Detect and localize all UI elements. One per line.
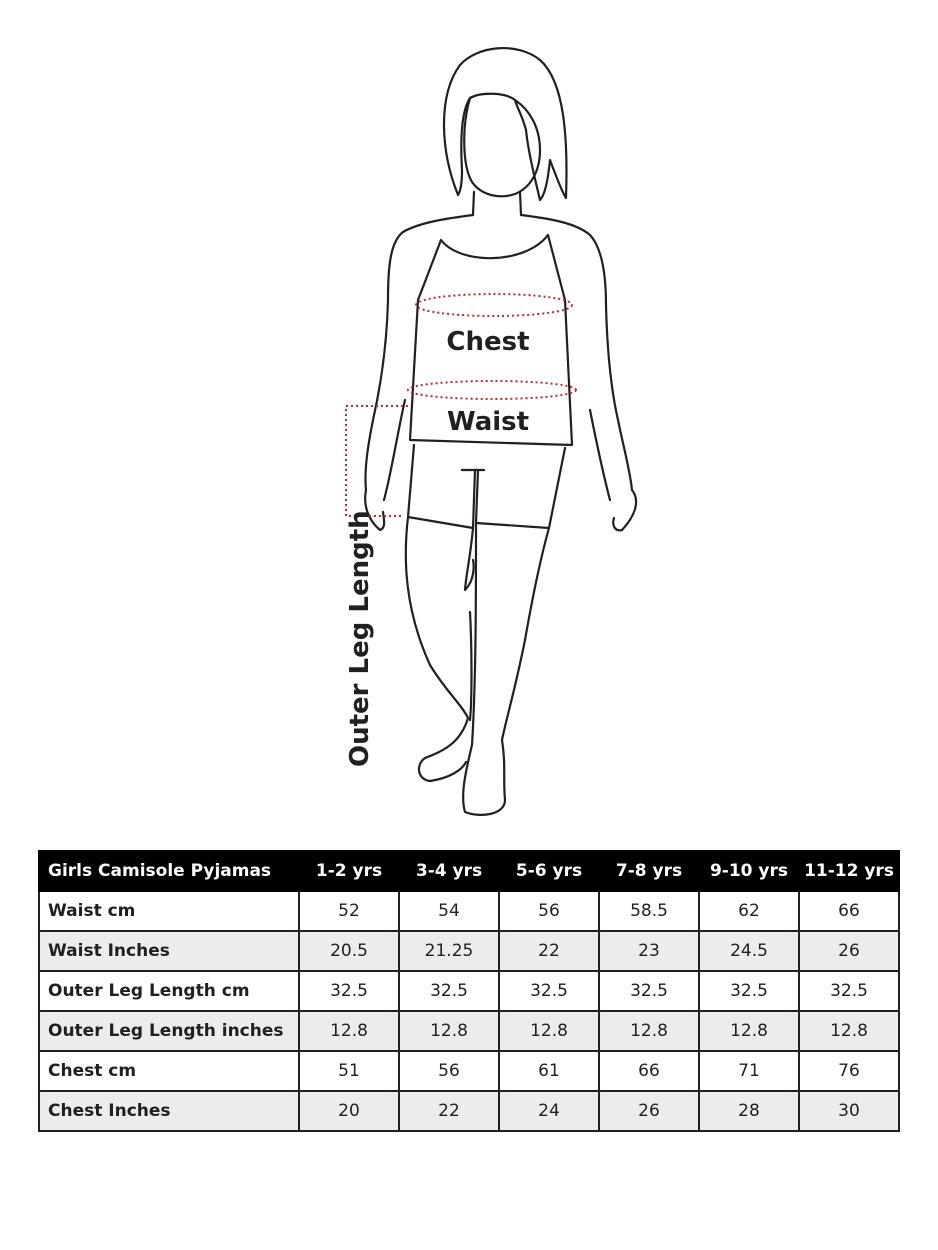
table-cell: 26 <box>799 931 899 971</box>
size-header: 5-6 yrs <box>499 851 599 891</box>
waist-label: Waist <box>446 407 530 437</box>
row-label: Chest Inches <box>39 1091 299 1131</box>
table-title: Girls Camisole Pyjamas <box>39 851 299 891</box>
table-row <box>39 931 899 971</box>
table-cell: 23 <box>599 931 699 971</box>
size-header: 3-4 yrs <box>399 851 499 891</box>
left-leg-outline <box>406 517 468 781</box>
table-cell: 12.8 <box>599 1011 699 1051</box>
size-header: 11-12 yrs <box>799 851 899 891</box>
table-row <box>39 1091 899 1131</box>
table-cell: 51 <box>299 1051 399 1091</box>
table-cell: 61 <box>499 1051 599 1091</box>
right-inner-leg-outline <box>470 612 472 720</box>
hair-outline <box>444 48 567 200</box>
left-inner-leg-outline <box>465 528 474 590</box>
table-cell: 26 <box>599 1091 699 1131</box>
outer-leg-measure-line <box>346 406 408 516</box>
table-cell: 32.5 <box>699 971 799 1011</box>
table-cell: 56 <box>499 891 599 931</box>
table-cell: 12.8 <box>499 1011 599 1051</box>
left-arm-outline <box>365 215 473 530</box>
row-label: Waist cm <box>39 891 299 931</box>
table-cell: 28 <box>699 1091 799 1131</box>
table-cell: 24 <box>499 1091 599 1131</box>
row-label: Outer Leg Length inches <box>39 1011 299 1051</box>
size-header: 9-10 yrs <box>699 851 799 891</box>
waist-measure-line <box>408 381 576 399</box>
table-row <box>39 891 899 931</box>
table-cell: 30 <box>799 1091 899 1131</box>
table-cell: 22 <box>399 1091 499 1131</box>
table-cell: 76 <box>799 1051 899 1091</box>
shorts-outline <box>408 445 565 528</box>
row-label: Outer Leg Length cm <box>39 971 299 1011</box>
chest-measure-line <box>416 294 572 316</box>
table-row <box>39 1011 899 1051</box>
right-arm-outline <box>521 215 636 530</box>
outer-leg-length-label: Outer Leg Length <box>345 510 375 767</box>
row-label: Chest cm <box>39 1051 299 1091</box>
table-cell: 32.5 <box>399 971 499 1011</box>
table-cell: 66 <box>599 1051 699 1091</box>
table-cell: 12.8 <box>299 1011 399 1051</box>
table-cell: 32.5 <box>599 971 699 1011</box>
table-cell: 21.25 <box>399 931 499 971</box>
table-cell: 54 <box>399 891 499 931</box>
table-cell: 32.5 <box>499 971 599 1011</box>
table-cell: 66 <box>799 891 899 931</box>
table-cell: 71 <box>699 1051 799 1091</box>
table-cell: 22 <box>499 931 599 971</box>
table-cell: 32.5 <box>299 971 399 1011</box>
table-cell: 32.5 <box>799 971 899 1011</box>
table-row <box>39 1051 899 1091</box>
size-chart-table <box>38 850 900 1132</box>
table-cell: 52 <box>299 891 399 931</box>
row-label: Waist Inches <box>39 931 299 971</box>
table-cell: 58.5 <box>599 891 699 931</box>
table-cell: 62 <box>699 891 799 931</box>
chest-label: Chest <box>446 327 530 357</box>
table-row <box>39 971 899 1011</box>
size-header: 7-8 yrs <box>599 851 699 891</box>
size-header: 1-2 yrs <box>299 851 399 891</box>
table-header-row <box>39 851 899 891</box>
table-cell: 12.8 <box>699 1011 799 1051</box>
table-cell: 20 <box>299 1091 399 1131</box>
table-cell: 24.5 <box>699 931 799 971</box>
table-cell: 12.8 <box>799 1011 899 1051</box>
table-cell: 56 <box>399 1051 499 1091</box>
right-leg-outline <box>463 523 549 815</box>
table-cell: 20.5 <box>299 931 399 971</box>
table-cell: 12.8 <box>399 1011 499 1051</box>
